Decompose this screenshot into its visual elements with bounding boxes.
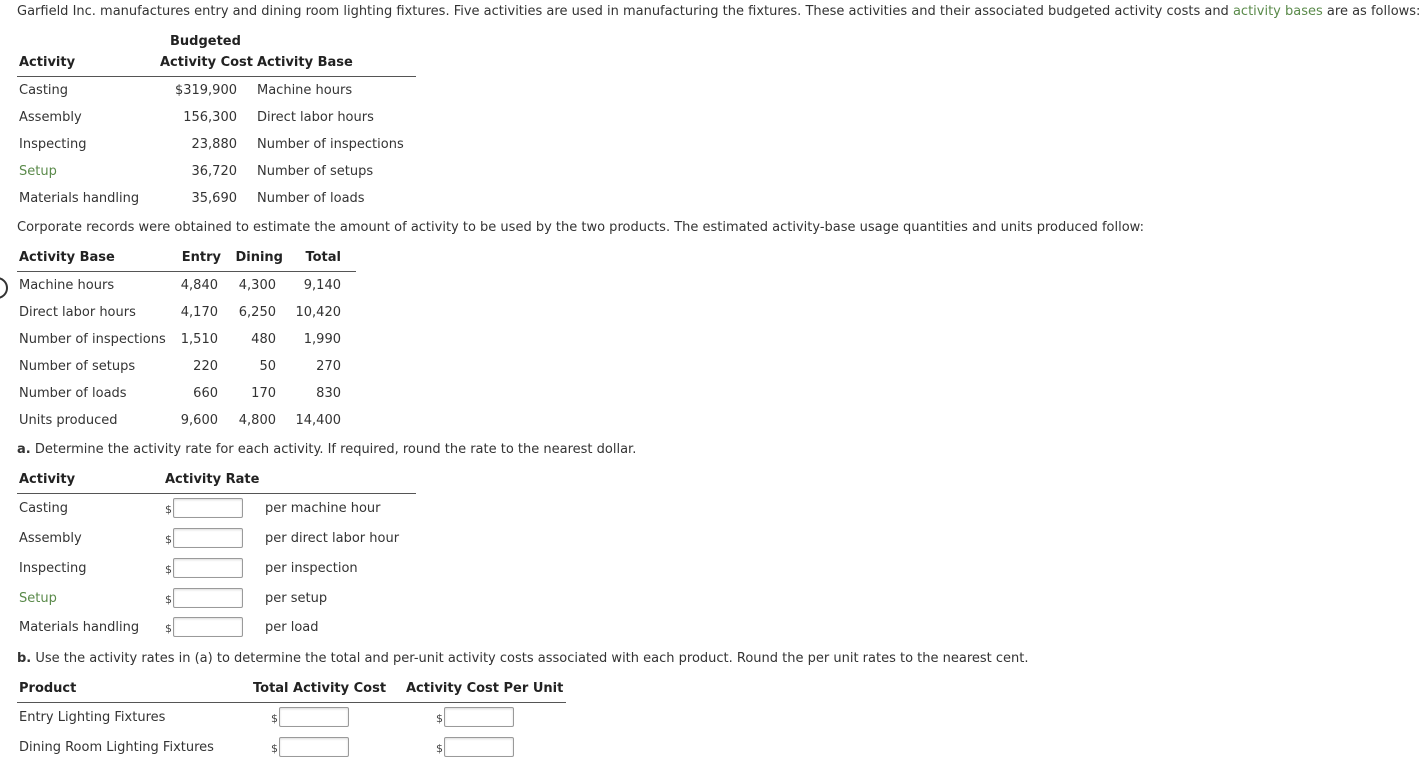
dining-total-cost-input[interactable] [279,737,349,757]
intro-paragraph [17,4,1420,19]
rate-unit-label: per setup [265,591,328,606]
table1-header-rule [17,76,416,77]
activity-bases-link[interactable]: activity bases [1232,4,1323,19]
table2-row-total: 14,400 [295,413,341,428]
materials-handling-rate-input[interactable] [173,617,243,637]
table1-row-activity: Casting [19,83,69,98]
intro-text: Garfield Inc. manufactures entry and dining room lighting fixtures. Five activities are used in manufacturing the fixtures. These activities and their associated budgeted activity costs and [17,4,1233,19]
table2-row-base: Number of inspections [19,332,166,347]
table2-row-entry: 4,170 [180,305,218,320]
table1-row-base: Direct labor hours [257,110,374,125]
table2-row-total: 270 [316,359,341,374]
table2-row-dining: 4,300 [238,278,276,293]
rate-header-rule [17,493,416,494]
table1-row-cost: 156,300 [183,110,237,125]
table1-row-cost: 36,720 [191,164,237,179]
rate-unit-label: per load [265,620,319,635]
header-activity-cost-per-unit: Activity Cost Per Unit [406,681,564,696]
header-entry: Entry [181,250,221,265]
table2-row-total: 830 [316,386,341,401]
dollar-sign: $ [165,563,172,576]
dollar-sign: $ [165,503,172,516]
header-activity-cost: Activity Cost [160,55,254,70]
header-activity: Activity [19,55,76,70]
part-a-text: Determine the activity rate for each activity. If required, round the rate to the nearest dollar. [30,442,637,457]
table2-header-rule [17,271,356,272]
rate-row-activity: Inspecting [19,561,87,576]
header-budgeted: Budgeted [170,34,241,49]
entry-cost-per-unit-input[interactable] [444,707,514,727]
table2-row-dining: 4,800 [238,413,276,428]
dollar-sign: $ [436,742,443,755]
table1-row-base: Number of inspections [257,137,404,152]
table2-row-entry: 9,600 [180,413,218,428]
dollar-sign: $ [165,533,172,546]
header-total-activity-cost: Total Activity Cost [253,681,387,696]
header-total: Total [305,250,341,265]
header-product: Product [19,681,77,696]
assembly-rate-input[interactable] [173,528,243,548]
table2-row-base: Machine hours [19,278,115,293]
table2-row-base: Number of loads [19,386,127,401]
table2-row-dining: 6,250 [238,305,276,320]
product-row-name: Entry Lighting Fixtures [19,710,166,725]
header-activity-rate: Activity Rate [165,472,260,487]
rate-unit-label: per inspection [265,561,358,576]
header-activity-base: Activity Base [19,250,115,265]
table2-row-total: 9,140 [303,278,341,293]
dining-cost-per-unit-input[interactable] [444,737,514,757]
table2-row-entry: 660 [193,386,218,401]
part-b-label: b. [17,651,32,666]
casting-rate-input[interactable] [173,498,243,518]
table1-row-base: Number of loads [257,191,365,206]
rate-row-activity: Assembly [19,531,82,546]
part-a-label: a. [17,442,31,457]
table1-row-cost: 35,690 [191,191,237,206]
partial-circle-marker [0,277,8,299]
dollar-sign: $ [436,712,443,725]
entry-total-cost-input[interactable] [279,707,349,727]
rate-row-activity: Casting [19,501,69,516]
part-b-text: Use the activity rates in (a) to determine the total and per-unit activity costs associated with each product. Round the per unit rates to the nearest cent. [31,651,1029,666]
header-dining: Dining [235,250,283,265]
inspecting-rate-input[interactable] [173,558,243,578]
rate-unit-label: per direct labor hour [265,531,400,546]
table2-row-base: Direct labor hours [19,305,136,320]
part-b-instruction [17,651,1029,666]
setup-link[interactable]: Setup [19,164,57,179]
product-header-rule [17,702,566,703]
setup-rate-input[interactable] [173,588,243,608]
table1-row-activity: Materials handling [19,191,140,206]
header-activity-base: Activity Base [257,55,353,70]
setup-link[interactable]: Setup [19,591,57,606]
product-row-name: Dining Room Lighting Fixtures [19,740,214,755]
table2-row-total: 1,990 [303,332,341,347]
dollar-sign: $ [165,622,172,635]
table2-row-dining: 50 [259,359,276,374]
table2-row-entry: 1,510 [180,332,218,347]
table1-row-base: Number of setups [257,164,374,179]
corporate-records-text: Corporate records were obtained to estimate the amount of activity to be used by the two products. The estimated activity-base usage quantities and units produced follow: [17,220,1144,235]
header-activity: Activity [19,472,76,487]
table2-row-base: Number of setups [19,359,136,374]
table1-row-activity: Assembly [19,110,82,125]
intro-text-end: are as follows: [1322,4,1420,19]
dollar-sign: $ [271,742,278,755]
table2-row-entry: 220 [193,359,218,374]
table1-row-base: Machine hours [257,83,353,98]
dollar-sign: $ [165,593,172,606]
table2-row-base: Units produced [19,413,118,428]
table2-row-dining: 170 [251,386,276,401]
table1-row-cost: $319,900 [174,83,237,98]
dollar-sign: $ [271,712,278,725]
rate-unit-label: per machine hour [265,501,381,516]
table1-row-activity: Inspecting [19,137,87,152]
table1-row-cost: 23,880 [191,137,237,152]
table2-row-dining: 480 [251,332,276,347]
part-a-instruction [17,442,636,457]
table2-row-total: 10,420 [295,305,341,320]
table2-row-entry: 4,840 [180,278,218,293]
rate-row-activity: Materials handling [19,620,140,635]
